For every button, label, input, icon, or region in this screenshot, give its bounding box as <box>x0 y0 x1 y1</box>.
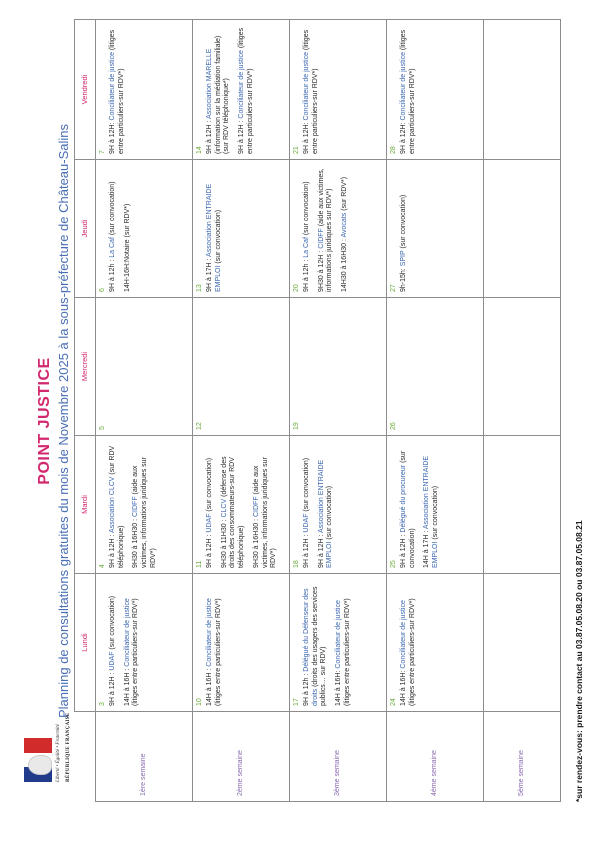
entry-time: 9H à 12H : <box>108 534 116 568</box>
entry-organisation: Délégué du Défenseur des droits <box>302 588 319 706</box>
logo-republique: RÉPUBLIQUE FRANÇAISE <box>66 712 71 782</box>
entry-detail: (litiges entre particuliers-sur RDV*) <box>214 598 222 706</box>
consultation-entry <box>109 579 118 706</box>
entry-organisation: Association ENTRAIDE EMPLOI <box>423 455 439 568</box>
entry-detail: (sur convocation) <box>302 457 310 512</box>
consultation-entry <box>206 579 224 706</box>
entry-time: 14H-16H:Notaire <box>123 239 131 292</box>
entry-time: 9H30 à 16H30 : <box>132 518 140 568</box>
week-row <box>484 20 561 802</box>
day-cell <box>387 298 484 436</box>
week-label: 2ème semaine <box>193 712 290 802</box>
entry-organisation: Association CLCV <box>108 476 116 533</box>
entry-time: 9H à 12h : <box>108 259 116 292</box>
entry-time: 9H à 12H : <box>205 120 213 154</box>
entry-time: 14H à 17H : <box>423 530 431 568</box>
day-number: 5 <box>99 426 106 430</box>
day-cell <box>193 574 290 712</box>
consultation-entry <box>423 441 441 568</box>
entry-detail: (litiges entre particuliers-sur RDV*) <box>343 598 351 706</box>
consultation-entry <box>206 25 232 154</box>
day-cell <box>290 20 387 160</box>
entry-time: 14H30 à 16H30 : <box>341 239 348 292</box>
entry-time: 9H à 12H: <box>399 122 407 154</box>
consultation-entry <box>221 441 247 568</box>
day-cell <box>96 574 193 712</box>
consultation-entry <box>303 579 329 706</box>
entry-organisation: Conciliateur de justice <box>399 52 407 121</box>
day-number: 20 <box>293 284 300 292</box>
day-cell <box>484 298 561 436</box>
entry-detail: (sur convocation) <box>214 209 222 264</box>
entry-time: 9H à 12h : <box>302 259 310 292</box>
consultation-entry <box>109 165 118 292</box>
entry-organisation: UDAF <box>302 513 310 533</box>
consultation-entry <box>303 25 321 154</box>
day-cell <box>193 436 290 574</box>
entry-detail: (litiges entre particuliers-sur RDV*) <box>399 29 416 154</box>
entry-organisation: Association ENTRAIDE EMPLOI <box>317 459 334 568</box>
consultation-entry <box>335 579 353 706</box>
day-number: 28 <box>390 146 397 154</box>
consultation-entry <box>253 441 279 568</box>
consultation-entry <box>303 441 312 568</box>
consultation-entry <box>206 165 224 292</box>
day-number: 21 <box>293 146 300 154</box>
day-number: 24 <box>390 698 397 706</box>
day-cell <box>290 574 387 712</box>
day-cell <box>290 298 387 436</box>
week-row <box>387 20 484 802</box>
entry-detail: (sur convocation) <box>108 181 116 236</box>
entry-detail: (aide aux victimes, informations juridiques sur RDV*) <box>252 457 278 568</box>
week-label: 3ème semaine <box>290 712 387 802</box>
day-header: Mercredi <box>75 298 96 436</box>
entry-detail: (sur convocation) <box>108 595 116 650</box>
entry-detail: (litiges entre particuliers-sur RDV*) <box>132 598 140 706</box>
entry-detail: (litiges entre particuliers-sur RDV*) <box>408 598 416 706</box>
day-cell <box>387 20 484 160</box>
entry-detail: (sur convocation) <box>399 450 416 568</box>
day-header: Mardi <box>75 436 96 574</box>
day-cell <box>96 160 193 298</box>
day-cell <box>96 298 193 436</box>
entry-organisation: Association ENTRAIDE EMPLOI <box>205 183 222 292</box>
day-header-row <box>75 20 96 802</box>
entry-organisation: Conciliateur de justice <box>335 600 342 669</box>
entry-time: 9H30 à 11H30 : <box>220 519 228 568</box>
consultation-entry <box>124 579 142 706</box>
entry-organisation: Conciliateur de justice <box>123 598 131 667</box>
consultation-entry <box>206 441 215 568</box>
entry-time: 9H à 12h : <box>302 673 310 706</box>
entry-detail: (sur RDV*) <box>341 176 348 211</box>
entry-organisation: Conciliateur de justice <box>399 600 407 669</box>
entry-detail: (litiges entre particuliers-sur RDV*) <box>108 29 125 154</box>
day-number: 11 <box>196 560 203 568</box>
footer-note: *sur rendez-vous: prendre contact au 03.87.05.08.20 ou 03.87.05.08.21 <box>574 520 584 802</box>
consultation-entry <box>109 441 127 568</box>
day-number: 18 <box>293 560 300 568</box>
day-number: 14 <box>196 146 203 154</box>
day-cell <box>387 160 484 298</box>
entry-organisation: Conciliateur de justice <box>238 50 245 119</box>
entry-time: 14H à 16H: <box>335 670 342 706</box>
day-number: 17 <box>293 698 300 706</box>
entry-time: 9h-15h: <box>399 268 407 292</box>
day-cell <box>96 436 193 574</box>
day-number: 19 <box>293 422 300 430</box>
entry-detail: (sur convocation) <box>399 194 407 249</box>
day-cell <box>484 20 561 160</box>
entry-organisation: CLCV <box>220 498 228 518</box>
day-header: Vendredi <box>75 20 96 160</box>
day-number: 4 <box>99 564 106 568</box>
entry-detail: (sur convocation) <box>432 485 439 540</box>
entry-detail: (droits des usagers des services publics… sur RDV) <box>311 586 328 706</box>
day-number: 27 <box>390 284 397 292</box>
entry-detail: (défense des droits des consommateurs-sur RDV téléphonique) <box>220 456 245 568</box>
entry-time: 9H à 12H : <box>399 534 407 568</box>
consultation-entry <box>109 25 127 154</box>
entry-organisation: UDAF <box>205 513 213 533</box>
entry-detail: (sur convocation) <box>326 485 334 540</box>
day-cell <box>290 436 387 574</box>
consultation-entry <box>318 165 336 292</box>
consultation-entry <box>238 25 256 154</box>
consultation-entry <box>124 165 133 292</box>
consultation-entry <box>303 165 312 292</box>
day-number: 26 <box>390 422 397 430</box>
day-number: 10 <box>196 698 203 706</box>
entry-organisation: Conciliateur de justice <box>302 52 310 121</box>
entry-organisation: Conciliateur de justice <box>108 52 116 121</box>
entry-time: 9H à 12H : <box>108 672 116 706</box>
day-cell <box>193 160 290 298</box>
logo-motto: Liberté • Égalité • Fraternité <box>56 724 61 782</box>
week-label: 1ère semaine <box>96 712 193 802</box>
consultation-entry <box>400 25 418 154</box>
entry-time: 9H à 12H: <box>302 122 310 154</box>
day-number: 6 <box>99 288 106 292</box>
week-label: 5ème semaine <box>484 712 561 802</box>
entry-time: 9H30 à 12H : <box>317 250 325 292</box>
page-title: POINT JUSTICE <box>36 357 53 485</box>
entry-time: 9H à 12H: <box>108 122 116 154</box>
day-cell <box>484 574 561 712</box>
day-cell <box>387 436 484 574</box>
day-header: Jeudi <box>75 160 96 298</box>
planning-table <box>74 19 561 802</box>
entry-time: 14H à 16H : <box>205 668 213 706</box>
entry-organisation: La Caf <box>302 237 310 258</box>
consultation-entry <box>132 441 158 568</box>
consultation-entry <box>318 441 336 568</box>
entry-organisation: Association MARELLE <box>205 48 213 119</box>
consultation-entry <box>400 579 418 706</box>
entry-detail: (sur RDV*) <box>123 203 131 238</box>
day-header: Lundi <box>75 574 96 712</box>
entry-detail: (information sur la médiation familiale) (sur RDV téléphonique*) <box>214 35 231 154</box>
entry-organisation: UDAF <box>108 651 116 671</box>
day-number: 7 <box>99 150 106 154</box>
entry-time: 9H à 17H : <box>205 258 213 292</box>
day-number: 12 <box>196 422 203 430</box>
entry-detail: (sur RDV téléphonique) <box>108 445 125 568</box>
week-row <box>193 20 290 802</box>
entry-time: 9H à 12H : <box>205 534 213 568</box>
entry-detail: (aide aux victimes, informations juridiques sur RDV*) <box>317 168 334 292</box>
entry-detail: (litiges entre particuliers-sur RDV*) <box>302 29 319 154</box>
entry-time: 14H à 16H: <box>399 670 407 706</box>
entry-time: 9H à 12H : <box>302 534 310 568</box>
entry-detail: (aide aux victimes, informations juridiques sur RDV*) <box>132 457 157 568</box>
week-row <box>290 20 387 802</box>
entry-detail: (sur convocation) <box>205 457 213 512</box>
entry-organisation: CIDFF <box>317 228 325 249</box>
day-cell <box>484 436 561 574</box>
entry-time: 9H30 à 16H30 : <box>252 518 260 568</box>
entry-organisation: Conciliateur de justice <box>205 598 213 667</box>
entry-organisation: Délégué du procureur <box>399 464 407 533</box>
day-cell <box>484 160 561 298</box>
entry-detail: (sur convocation) <box>302 181 310 236</box>
entry-detail: (litiges entre particuliers-sur RDV*) <box>238 27 254 154</box>
entry-organisation: CIDFF <box>252 496 260 517</box>
page-subtitle: Planning de consultations gratuites du mois de Novembre 2025 à la sous-préfecture de Château-Salins <box>56 123 71 719</box>
entry-organisation: Avocats <box>341 212 348 238</box>
entry-time: 9H à 12H : <box>317 534 325 568</box>
week-row <box>96 20 193 802</box>
day-cell <box>387 574 484 712</box>
day-number: 3 <box>99 702 106 706</box>
consultation-entry <box>341 165 350 292</box>
weeks-body <box>96 20 561 802</box>
day-cell <box>193 298 290 436</box>
consultation-entry <box>400 441 418 568</box>
corner-cell <box>75 712 96 802</box>
day-cell <box>193 20 290 160</box>
entry-organisation: CIDFF <box>132 496 140 517</box>
consultation-entry <box>400 165 409 292</box>
day-cell <box>96 20 193 160</box>
entry-time: 9H à 12H : <box>238 120 245 154</box>
entry-time: 14H à 16H : <box>123 668 131 706</box>
entry-organisation: SPIP <box>399 250 407 267</box>
week-label: 4ème semaine <box>387 712 484 802</box>
day-cell <box>290 160 387 298</box>
entry-organisation: La Caf <box>108 237 116 258</box>
day-number: 25 <box>390 560 397 568</box>
day-number: 13 <box>196 284 203 292</box>
